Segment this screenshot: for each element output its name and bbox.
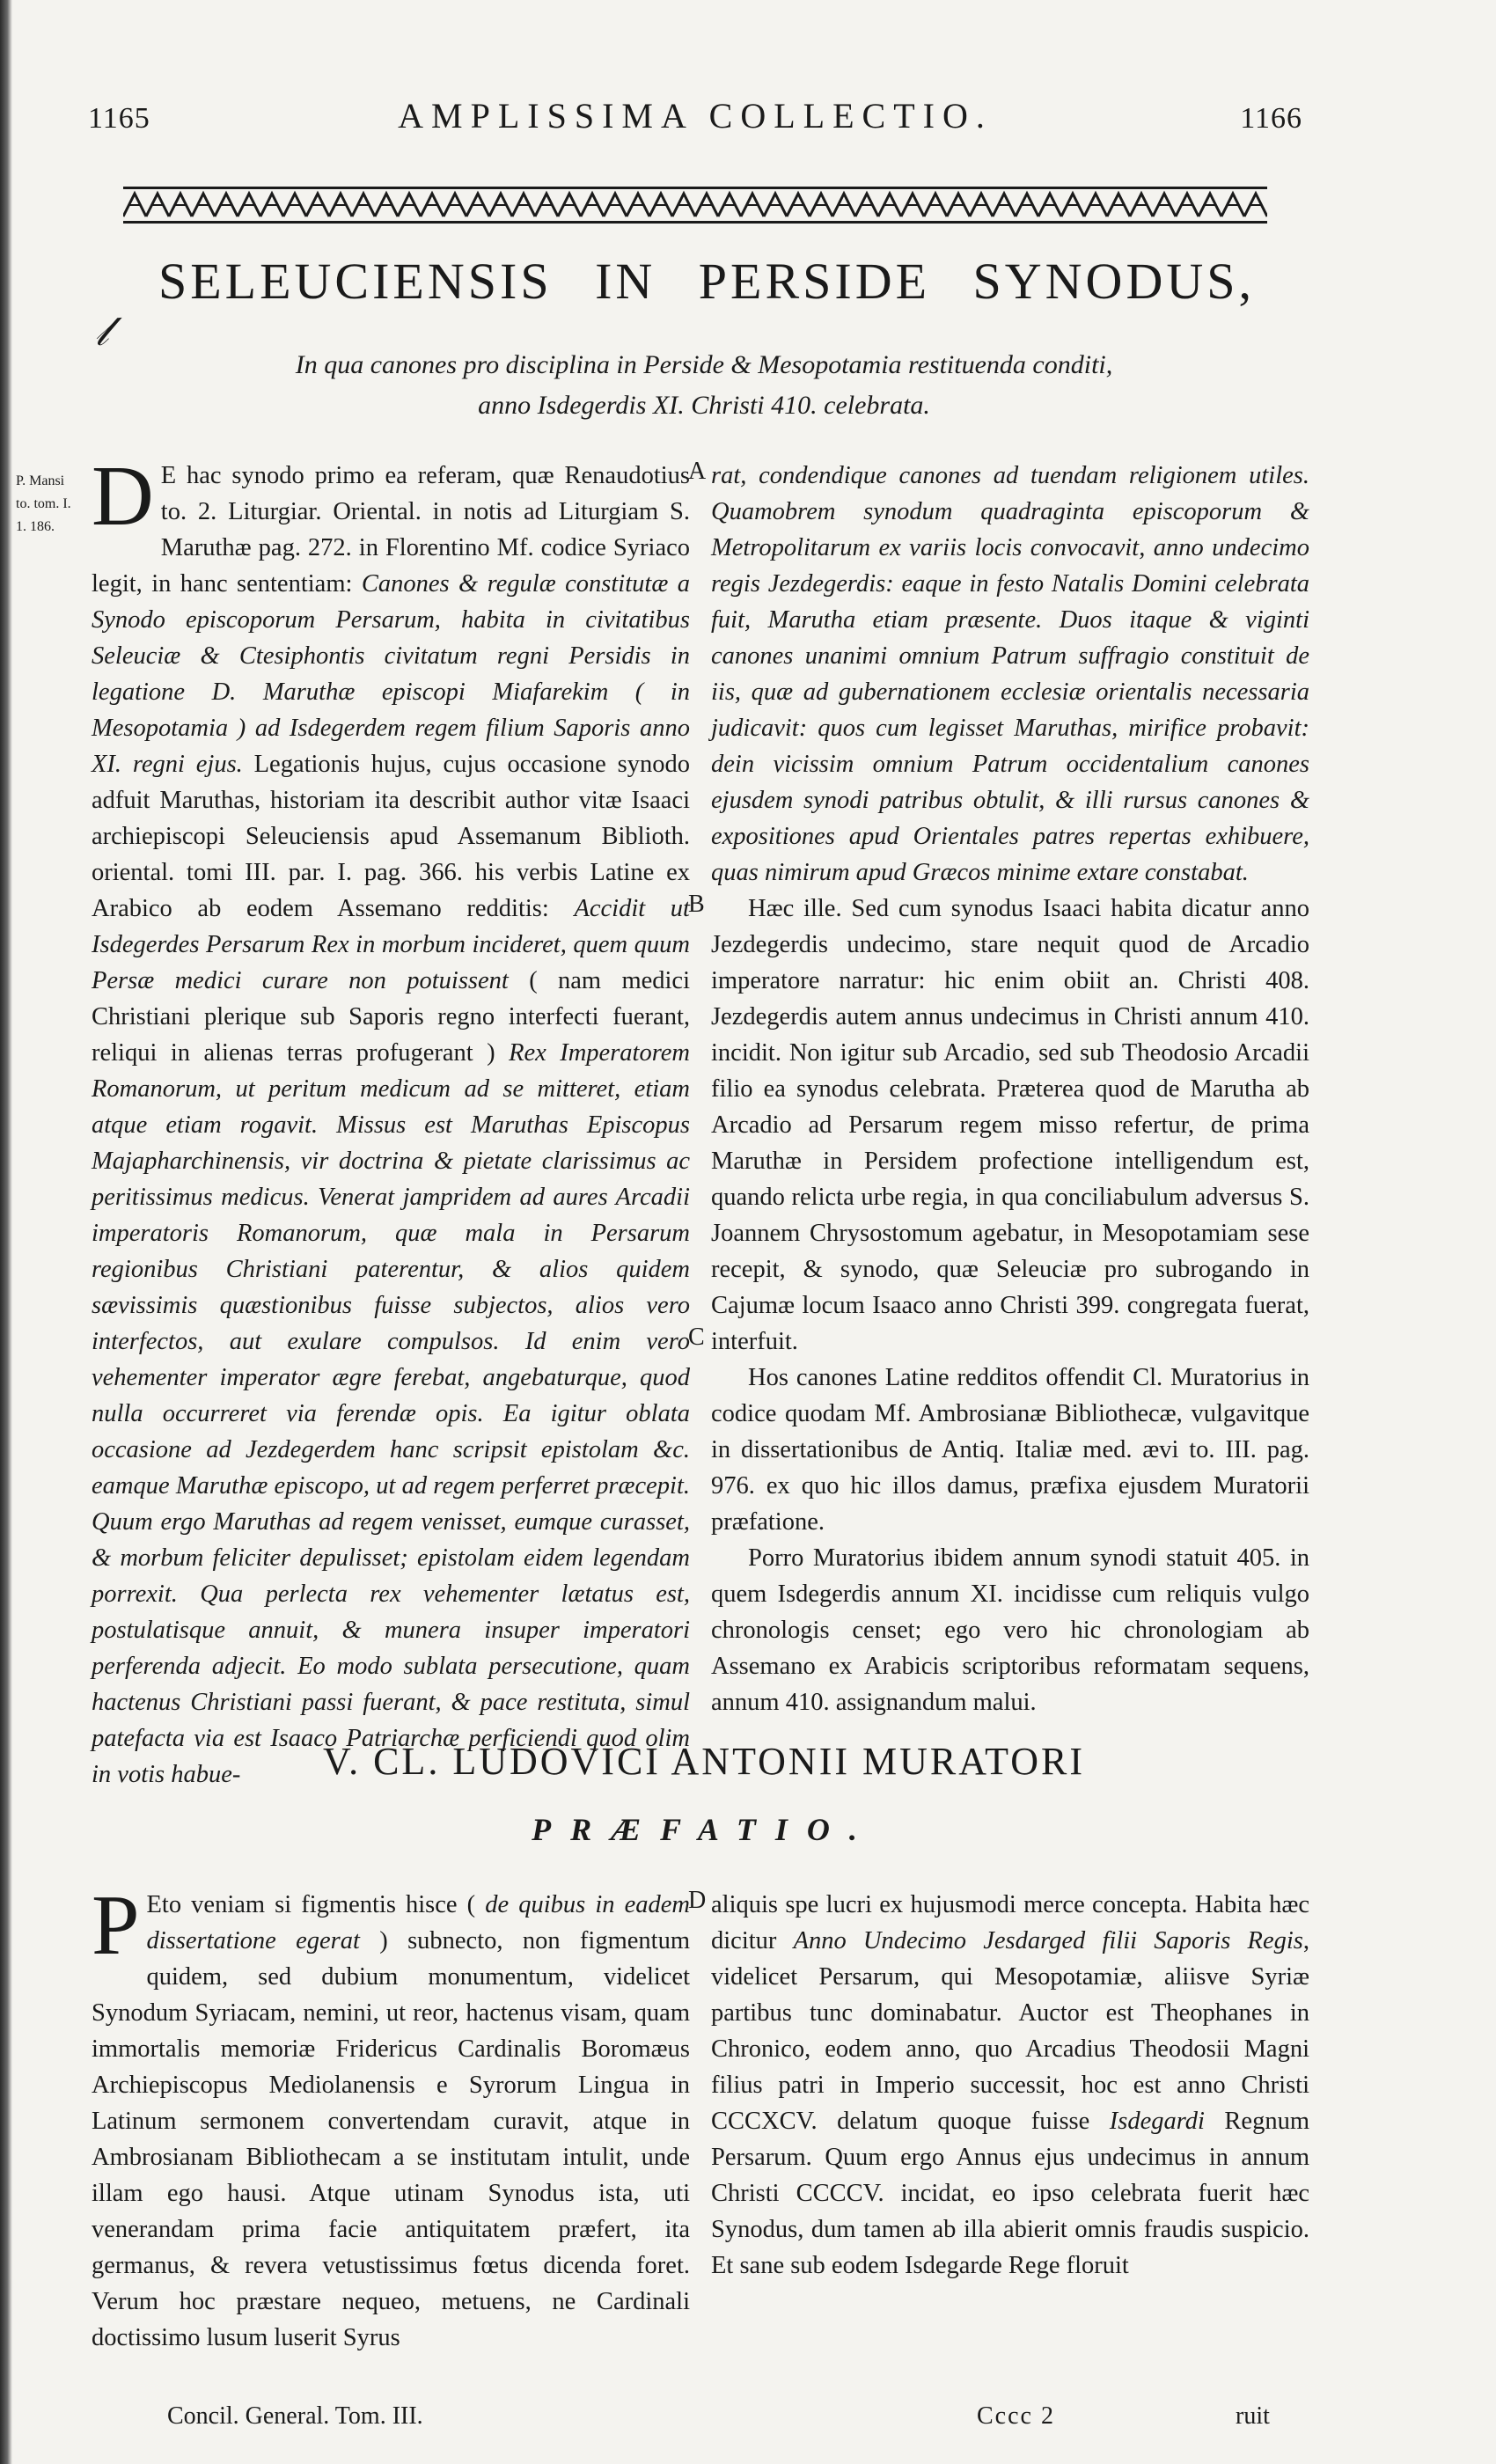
text-run: Rex Imperatorem Romanorum, ut peritum medicum ad se mitteret, etiam atque etiam rogavit. Missus est Maruthas Episcopus Majapharchinensis, vir doctrina & pietate clarissimus ac peritissimus medicus. Venerat jampridem ad aures Arcadii imperatoris Romanorum, quæ mala in Persarum regionibus Christiani paterentur, & alios quidem sævissimis quæstionibus fuisse subjectos, alios vero interfectos, aut exulare compulsos. Id enim vero vehementer imperator ægre ferebat, angebaturque, quod nulla occurreret via ferendæ opis. Ea igitur oblata occasione ad Jezdegerdem hanc scripsit epistolam &c. eamque Maruthæ episcopo, ut ad regem perferret præcepit. Quum ergo Maruthas ad regem venisset, eumque curasset, & morbum feliciter depulisset; epistolam eidem legendam porrexit. Qua perlecta rex vehementer lætatus est, postulatisque annuit, & munera insuper imperatori perferenda adjecit. Eo modo sublata persecutione, quam hactenus Christiani passi fuerant, & pace restituta, simul patefacta via est Isaaco Patriarchæ perficiendi quod olim in votis habue- [92,1039,690,1788]
text-run: de quibus in eadem dissertatione egerat [146,1891,690,1954]
left-top-paragraph [92,449,690,1793]
section-marker-a: A [688,458,707,485]
footer-volume: Concil. General. Tom. III. [167,2402,423,2430]
margin-note-line: 1. 186. [16,519,55,534]
footer-signature: Cccc 2 [977,2402,1055,2430]
preface-heading: PRÆFATIO. [532,1812,876,1847]
margin-note-line: P. Mansi [16,473,65,488]
text-run: Regnum Persarum. Quum ergo Annus ejus undecimus in annum Christi CCCCV. incidat, eo ipso celebrata fuerit hæc Synodus, dum tamen ab illa abierit omnis fraudis suspicio. Et sane sub eodem Isdegarde Rege floruit [711,2108,1309,2279]
text-run: ) subnecto, non figmentum quidem, sed dubium monumentum, videlicet Synodum Syriacam, nemini, ut reor, hactenus visam, quam immortalis memoriæ Fridericus Cardinalis Boromæus Archiepiscopus Mediolanensis e Syrorum Lingua in Latinum sermonem convertendam curavit, atque in Ambrosianam Bibliothecam a se institutam intulit, unde illam ego hausi. Atque utinam Synodus ista, uti venerandam prima facie antiquitatem præfert, ita germanus, & revera vetustissimus fœtus dicenda foret. Verum hoc præstare nequeo, metuens, ne Cardinali doctissimo lusum luserit Syrus [92,1927,690,2351]
ornamental-band [123,185,1267,225]
text-run: E hac synodo primo ea referam, quæ Renaudotius to. 2. Liturgiar. Oriental. in notis ad Liturgiam S. Maruthæ pag. 272. in Florentino Mf. codice Syriaco legit, in hanc sententiam: [92,462,690,598]
right-bottom-paragraph [711,1887,1309,2284]
right-top-paragraph [711,1360,1309,1540]
drop-cap: P [92,1878,140,1973]
right-top-paragraph [711,1540,1309,1720]
text-run: Eto veniam si figmentis hisce ( [146,1891,486,1918]
right-column-top [711,458,1309,1720]
section-marker-c: C [688,1324,705,1351]
section-marker-b: B [688,891,705,918]
page-number-right: 1166 [1240,102,1302,135]
synod-subtitle [158,345,1250,426]
text-run: Hæc ille. Sed cum synodus Isaaci habita dicatur anno Jezdegerdis undecimo, stare nequit quod de Arcadio imperatore narratur: hic enim obiit an. Christi 408. Jezdegerdis autem annus undecimus in Christi annum 410. incidit. Non igitur sub Arcadio, sed sub Theodosio Arcadii filio ea synodus celebrata. Præterea quod de Marutha ab Arcadio ad Persarum regem misso refertur, de prima Maruthæ in Persidem profectione intelligendum est, quando relicta urbe regia, in qua conciliabulum adversus S. Joannem Chrysostomum agebatur, in Mesopotamiam sese recepit, & synodo, quæ Seleuciæ pro subrogando in Cajumæ locum Isaaco anno Christi 399. congregata fuerat, interfuit. [711,895,1309,1355]
right-top-paragraph [711,458,1309,891]
preface-author-heading: V. CL. LUDOVICI ANTONII MURATORI [322,1740,1086,1783]
text-run: rat, condendique canones ad tuendam religionem utiles. Quamobrem synodum quadraginta episcoporum & Metropolitarum ex variis locis convocavit, anno undecimo regis Jezdegerdis: eaque in festo Natalis Domini celebrata fuit, Marutha etiam præsente. Duos itaque & viginti canones unanimi omnium Patrum suffragio constituit de iis, quæ ad gubernationem ecclesiæ orientalis necessaria judicavit: quos cum legisset Maruthas, mirifice probavit: dein vicissim omnium Patrum occidentalium canones ejusdem synodi patribus obtulit, & illi rursus canones & expositiones apud Orientales patres repertas exhibuere, quas nimirum apud Græcos minime extare constabat. [711,462,1309,886]
drop-cap: D [92,449,154,544]
subtitle-line-2: anno Isdegerdis XI. Christi 410. celebrata. [478,391,930,420]
left-bottom-paragraph [92,1878,690,2356]
text-run: Accidit ut Isdegerdes Persarum Rex in morbum incideret, quem quum Persæ medici curare non potuissent [92,895,690,994]
running-head [88,95,1302,136]
text-run: Legationis hujus, cujus occasione synodo adfuit Maruthas, historiam ita describit author vitæ Isaaci archiepiscopi Seleuciensis apud Assemanum Biblioth. oriental. tomi III. par. I. pag. 366. his verbis Latine ex Arabico ab eodem Assemano redditis: [92,751,690,922]
text-run: Isdegardi [1109,2108,1205,2135]
right-column-bottom [711,1887,1309,2284]
text-run: , videlicet Persarum, qui Mesopotamiæ, aliisve Syriæ partibus tunc dominabatur. Auctor est Theophanes in Chronico, eodem anno, quo Arcadius Theodosii Magni filius patri in Imperio successit, hoc est anno Christi CCCXCV. delatum quoque fuisse [711,1927,1309,2135]
left-column-top [92,449,690,1793]
left-column-bottom [92,1878,690,2356]
running-title: AMPLISSIMA COLLECTIO. [398,96,993,136]
text-run: Anno Undecimo Jesdarged filii Saporis Regis [793,1927,1303,1954]
page-number-left: 1165 [88,102,150,135]
subtitle-line-1: In qua canones pro disciplina in Perside & Mesopotamia restituenda conditi, [295,350,1113,379]
printer-mark: 𝓁 [95,309,109,354]
text-run: Porro Muratorius ibidem annum synodi statuit 405. in quem Isdegerdis annum XI. incidisse cum reliquis vulgo chronologis censet; ego vero hic chronologiam ab Assemano ex Arabicis scriptoribus reformatam sequens, annum 410. assignandum malui. [711,1544,1309,1716]
right-top-paragraph [711,891,1309,1360]
text-run: Hos canones Latine redditos offendit Cl. Muratorius in codice quodam Mf. Ambrosianæ Bibliothecæ, vulgavitque in dissertationibus de Antiq. Italiæ med. ævi to. III. pag. 976. ex quo hic illos damus, præfixa ejusdem Muratorii præfatione. [711,1364,1309,1536]
section-marker-d: D [688,1887,707,1914]
text-run: aliquis spe lucri ex hujusmodi merce concepta. Habita hæc dicitur [711,1891,1309,1954]
margin-note [16,470,86,539]
text-run: Canones & regulæ constitutæ a Synodo episcoporum Persarum, habita in civitatibus Seleuciæ & Ctesiphontis civitatum regni Persidis in legatione D. Maruthæ episcopi Miafarekim ( in Mesopotamia ) ad Isdegerdem regem filium Saporis anno XI. regni ejus. [92,570,690,778]
synod-title: SELEUCIENSIS IN PERSIDE SYNODUS, [158,253,1255,310]
book-spine-shadow [0,0,12,2464]
text-run: ( nam medici Christiani plerique sub Saporis regno interfecti fuerant, reliqui in alienas terras profugerant ) [92,967,690,1067]
footer-catchword: ruit [1236,2402,1270,2430]
margin-note-line: to. tom. I. [16,496,71,511]
